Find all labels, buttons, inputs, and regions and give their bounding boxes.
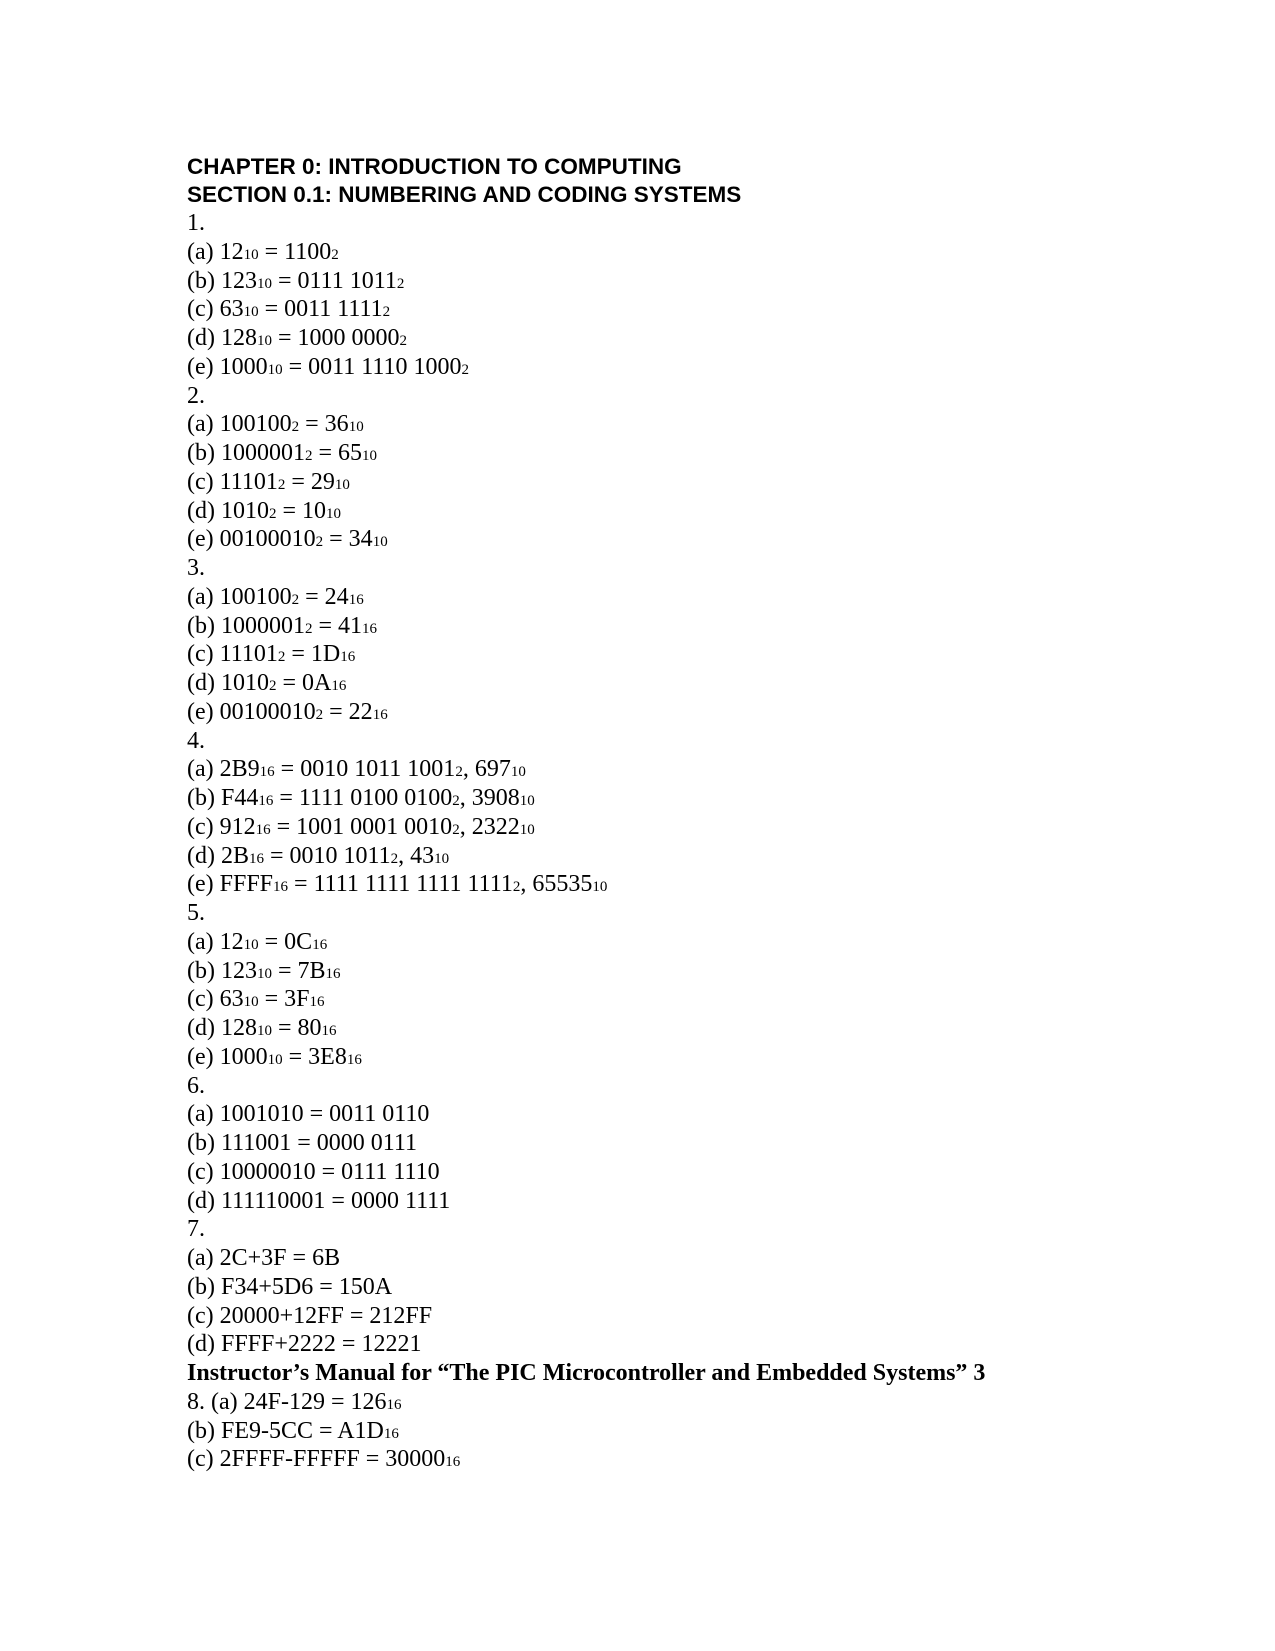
answer-line — [187, 784, 1207, 813]
answer-line — [187, 1187, 1207, 1216]
base-subscript: 2 — [396, 275, 405, 292]
answer-line — [187, 238, 1207, 267]
answer-text: = 0010 1011 1001 — [274, 756, 456, 783]
chapter-title: CHAPTER 0: INTRODUCTION TO COMPUTING — [187, 154, 682, 179]
answer-text: = 1111 1111 1111 1111 — [288, 871, 513, 898]
base-subscript: 16 — [273, 879, 289, 896]
answer-text: (a) 1001010 = 0011 0110 — [187, 1101, 430, 1128]
answer-text: (c) 63 — [187, 986, 244, 1013]
answer-line — [187, 209, 1207, 238]
base-subscript: 10 — [243, 994, 259, 1011]
answer-text: = 1100 — [258, 238, 332, 265]
base-subscript: 10 — [256, 275, 272, 292]
answer-text: 7. — [187, 1216, 205, 1243]
section-title: SECTION 0.1: NUMBERING AND CODING SYSTEMS — [187, 182, 742, 207]
base-subscript: 16 — [383, 1425, 399, 1442]
answer-text: (c) 63 — [187, 296, 244, 323]
answer-text: = 36 — [299, 411, 349, 438]
base-subscript: 10 — [348, 419, 364, 436]
answer-line — [187, 1273, 1207, 1302]
base-subscript: 2 — [331, 246, 339, 263]
answer-text: = 65 — [312, 440, 363, 466]
base-subscript: 2 — [399, 333, 408, 349]
answer-text: (a) 12 — [187, 928, 244, 955]
answer-text: , 65535 — [520, 871, 593, 898]
base-subscript: 2 — [455, 764, 463, 781]
base-subscript: 16 — [386, 1396, 402, 1413]
base-subscript: 10 — [334, 476, 350, 493]
document-page — [187, 153, 1207, 1474]
base-subscript: 10 — [256, 1023, 272, 1039]
answer-text: (b) 1000001 — [187, 612, 305, 639]
base-subscript: 10 — [519, 821, 535, 838]
answer-text: = 0C — [258, 928, 313, 955]
answer-line — [187, 669, 1207, 698]
answer-text: (b) F44 — [187, 785, 259, 811]
answer-text: (c) 912 — [187, 813, 256, 840]
answer-text: (c) 11101 — [187, 468, 278, 495]
base-subscript: 2 — [277, 649, 286, 666]
answer-text: (d) 2B — [187, 842, 249, 869]
base-subscript: 16 — [255, 821, 271, 838]
base-subscript: 16 — [340, 649, 356, 666]
answer-text: = 0010 1011 — [264, 842, 391, 869]
base-subscript: 2 — [452, 821, 460, 838]
answer-line — [187, 1330, 1207, 1359]
answer-line — [187, 439, 1207, 468]
answer-text: (c) 2FFFF-FFFFF = 30000 — [187, 1446, 446, 1473]
answer-line — [187, 612, 1207, 641]
base-subscript: 2 — [304, 620, 313, 637]
answer-line — [187, 640, 1207, 669]
answer-line — [187, 1158, 1207, 1187]
base-subscript: 10 — [267, 361, 283, 378]
answer-text: (e) FFFF — [187, 871, 274, 898]
answer-line — [187, 957, 1207, 986]
answer-line — [187, 554, 1207, 583]
answer-text: = 1001 0001 0010 — [270, 813, 453, 840]
answer-text: Instructor’s Manual for “The PIC Microcontroller and Embedded Systems” 3 — [187, 1360, 986, 1386]
answer-text: = 1D — [285, 641, 341, 668]
answer-text: , 3908 — [459, 785, 520, 811]
answer-line — [187, 583, 1207, 612]
base-subscript: 16 — [312, 936, 328, 953]
base-subscript: 10 — [243, 304, 259, 321]
answer-line — [187, 1244, 1207, 1273]
answer-line — [187, 698, 1207, 727]
answer-line — [187, 1129, 1207, 1158]
answer-text: (a) 2B9 — [187, 756, 260, 783]
answer-text: (d) 128 — [187, 325, 257, 351]
answer-line — [187, 899, 1207, 928]
base-subscript: 2 — [315, 534, 324, 551]
base-subscript: 16 — [348, 591, 364, 608]
answer-line — [187, 1445, 1207, 1474]
answer-line — [187, 1215, 1207, 1244]
answer-text: = 3F — [258, 986, 310, 1013]
base-subscript: 2 — [291, 419, 300, 436]
answer-text: = 1000 0000 — [271, 325, 400, 351]
base-subscript: 10 — [256, 333, 272, 349]
answer-text: 5. — [187, 900, 205, 926]
answer-text: 2. — [187, 382, 205, 409]
base-subscript: 10 — [510, 764, 526, 781]
answer-line — [187, 410, 1207, 439]
answer-line — [187, 497, 1207, 526]
base-subscript: 2 — [268, 678, 277, 694]
base-subscript: 10 — [243, 246, 259, 263]
answer-text: (c) 11101 — [187, 641, 278, 668]
answer-line — [187, 267, 1207, 296]
answer-text: (a) 2C+3F = 6B — [187, 1245, 341, 1271]
base-subscript: 2 — [304, 448, 313, 464]
answer-text: = 0A — [276, 670, 332, 696]
answer-text: = 1111 0100 0100 — [273, 785, 453, 811]
base-subscript: 2 — [277, 476, 286, 493]
answer-text: 6. — [187, 1072, 205, 1099]
answer-text: = 80 — [271, 1015, 322, 1041]
base-subscript: 16 — [346, 1051, 362, 1068]
answer-line — [187, 1100, 1207, 1129]
base-subscript: 16 — [362, 620, 378, 637]
answer-text: 1. — [187, 210, 205, 236]
base-subscript: 16 — [445, 1454, 461, 1471]
base-subscript: 10 — [256, 965, 272, 982]
answer-line — [187, 727, 1207, 756]
base-subscript: 2 — [315, 706, 324, 723]
answer-text: = 3E8 — [282, 1043, 347, 1070]
answer-text: 3. — [187, 555, 205, 581]
answer-text: = 0011 1110 1000 — [282, 353, 462, 380]
answer-text: (b) F34+5D6 = 150A — [187, 1273, 393, 1300]
answer-text: = 34 — [323, 526, 373, 553]
running-header-line — [187, 1359, 1207, 1388]
answer-line — [187, 353, 1207, 382]
base-subscript: 10 — [434, 850, 450, 867]
answer-line — [187, 1043, 1207, 1072]
answer-text: (d) 1010 — [187, 497, 269, 524]
base-subscript: 2 — [268, 505, 277, 522]
answer-line — [187, 382, 1207, 411]
answer-text: = 0011 1111 — [258, 296, 383, 323]
answer-line — [187, 1014, 1207, 1043]
answer-line — [187, 525, 1207, 554]
answer-text: , 2322 — [459, 813, 520, 840]
answer-text: (b) 1000001 — [187, 440, 305, 466]
answer-line — [187, 1072, 1207, 1101]
base-subscript: 10 — [592, 879, 608, 896]
answer-text: (a) 100100 — [187, 583, 292, 610]
answer-text: (c) 10000010 = 0111 1110 — [187, 1158, 440, 1185]
base-subscript: 16 — [325, 965, 341, 982]
answer-line — [187, 295, 1207, 324]
base-subscript: 10 — [243, 936, 259, 953]
answer-text: (e) 1000 — [187, 1043, 268, 1070]
base-subscript: 16 — [249, 850, 264, 867]
answer-text: (e) 00100010 — [187, 526, 316, 553]
answer-text: 8. (a) 24F-129 = 126 — [187, 1388, 387, 1415]
answer-line — [187, 468, 1207, 497]
base-subscript: 10 — [267, 1051, 283, 1068]
base-subscript: 2 — [461, 361, 470, 378]
answer-text: (a) 100100 — [187, 411, 292, 438]
base-subscript: 2 — [382, 304, 391, 321]
answer-text: (c) 20000+12FF = 212FF — [187, 1302, 433, 1329]
answer-text: = 24 — [299, 583, 349, 610]
answer-text: (d) 1010 — [187, 670, 269, 696]
base-subscript: 16 — [321, 1023, 337, 1039]
answer-line — [187, 1302, 1207, 1331]
answer-text: , 43 — [398, 842, 435, 869]
answer-text: , 697 — [462, 756, 511, 783]
answer-text: = 22 — [323, 698, 373, 725]
answer-line — [187, 1388, 1207, 1417]
answer-text: = 10 — [276, 497, 327, 524]
answer-line — [187, 842, 1207, 871]
answer-text: (b) 123 — [187, 267, 257, 294]
answer-text: (d) FFFF+2222 = 12221 — [187, 1331, 422, 1358]
base-subscript: 2 — [390, 850, 399, 867]
base-subscript: 16 — [331, 678, 347, 694]
answer-text: = 41 — [312, 612, 363, 639]
answer-text: (b) 111001 = 0000 0111 — [187, 1130, 417, 1156]
base-subscript: 2 — [452, 793, 460, 809]
base-subscript: 16 — [309, 994, 325, 1011]
answer-text: = 7B — [271, 957, 326, 984]
base-subscript: 10 — [362, 448, 378, 464]
answer-line — [187, 324, 1207, 353]
answer-list — [187, 209, 1207, 1474]
answer-line — [187, 1417, 1207, 1446]
answer-text: (a) 12 — [187, 238, 244, 265]
base-subscript: 10 — [326, 505, 342, 522]
answer-text: = 29 — [285, 468, 335, 495]
answer-line — [187, 870, 1207, 899]
answer-text: (d) 128 — [187, 1015, 257, 1041]
base-subscript: 16 — [259, 764, 275, 781]
answer-line — [187, 985, 1207, 1014]
answer-text: (b) FE9-5CC = A1D — [187, 1417, 384, 1444]
base-subscript: 2 — [291, 591, 300, 608]
base-subscript: 16 — [372, 706, 388, 723]
answer-text: (e) 00100010 — [187, 698, 316, 725]
answer-text: 4. — [187, 727, 205, 754]
answer-text: (d) 111110001 = 0000 1111 — [187, 1187, 451, 1214]
answer-line — [187, 755, 1207, 784]
answer-text: = 0111 1011 — [271, 267, 397, 294]
base-subscript: 2 — [512, 879, 521, 896]
answer-text: (e) 1000 — [187, 353, 268, 380]
base-subscript: 16 — [258, 793, 274, 809]
answer-line — [187, 813, 1207, 842]
answer-line — [187, 928, 1207, 957]
base-subscript: 10 — [519, 793, 535, 809]
base-subscript: 10 — [372, 534, 388, 551]
answer-text: (b) 123 — [187, 957, 257, 984]
